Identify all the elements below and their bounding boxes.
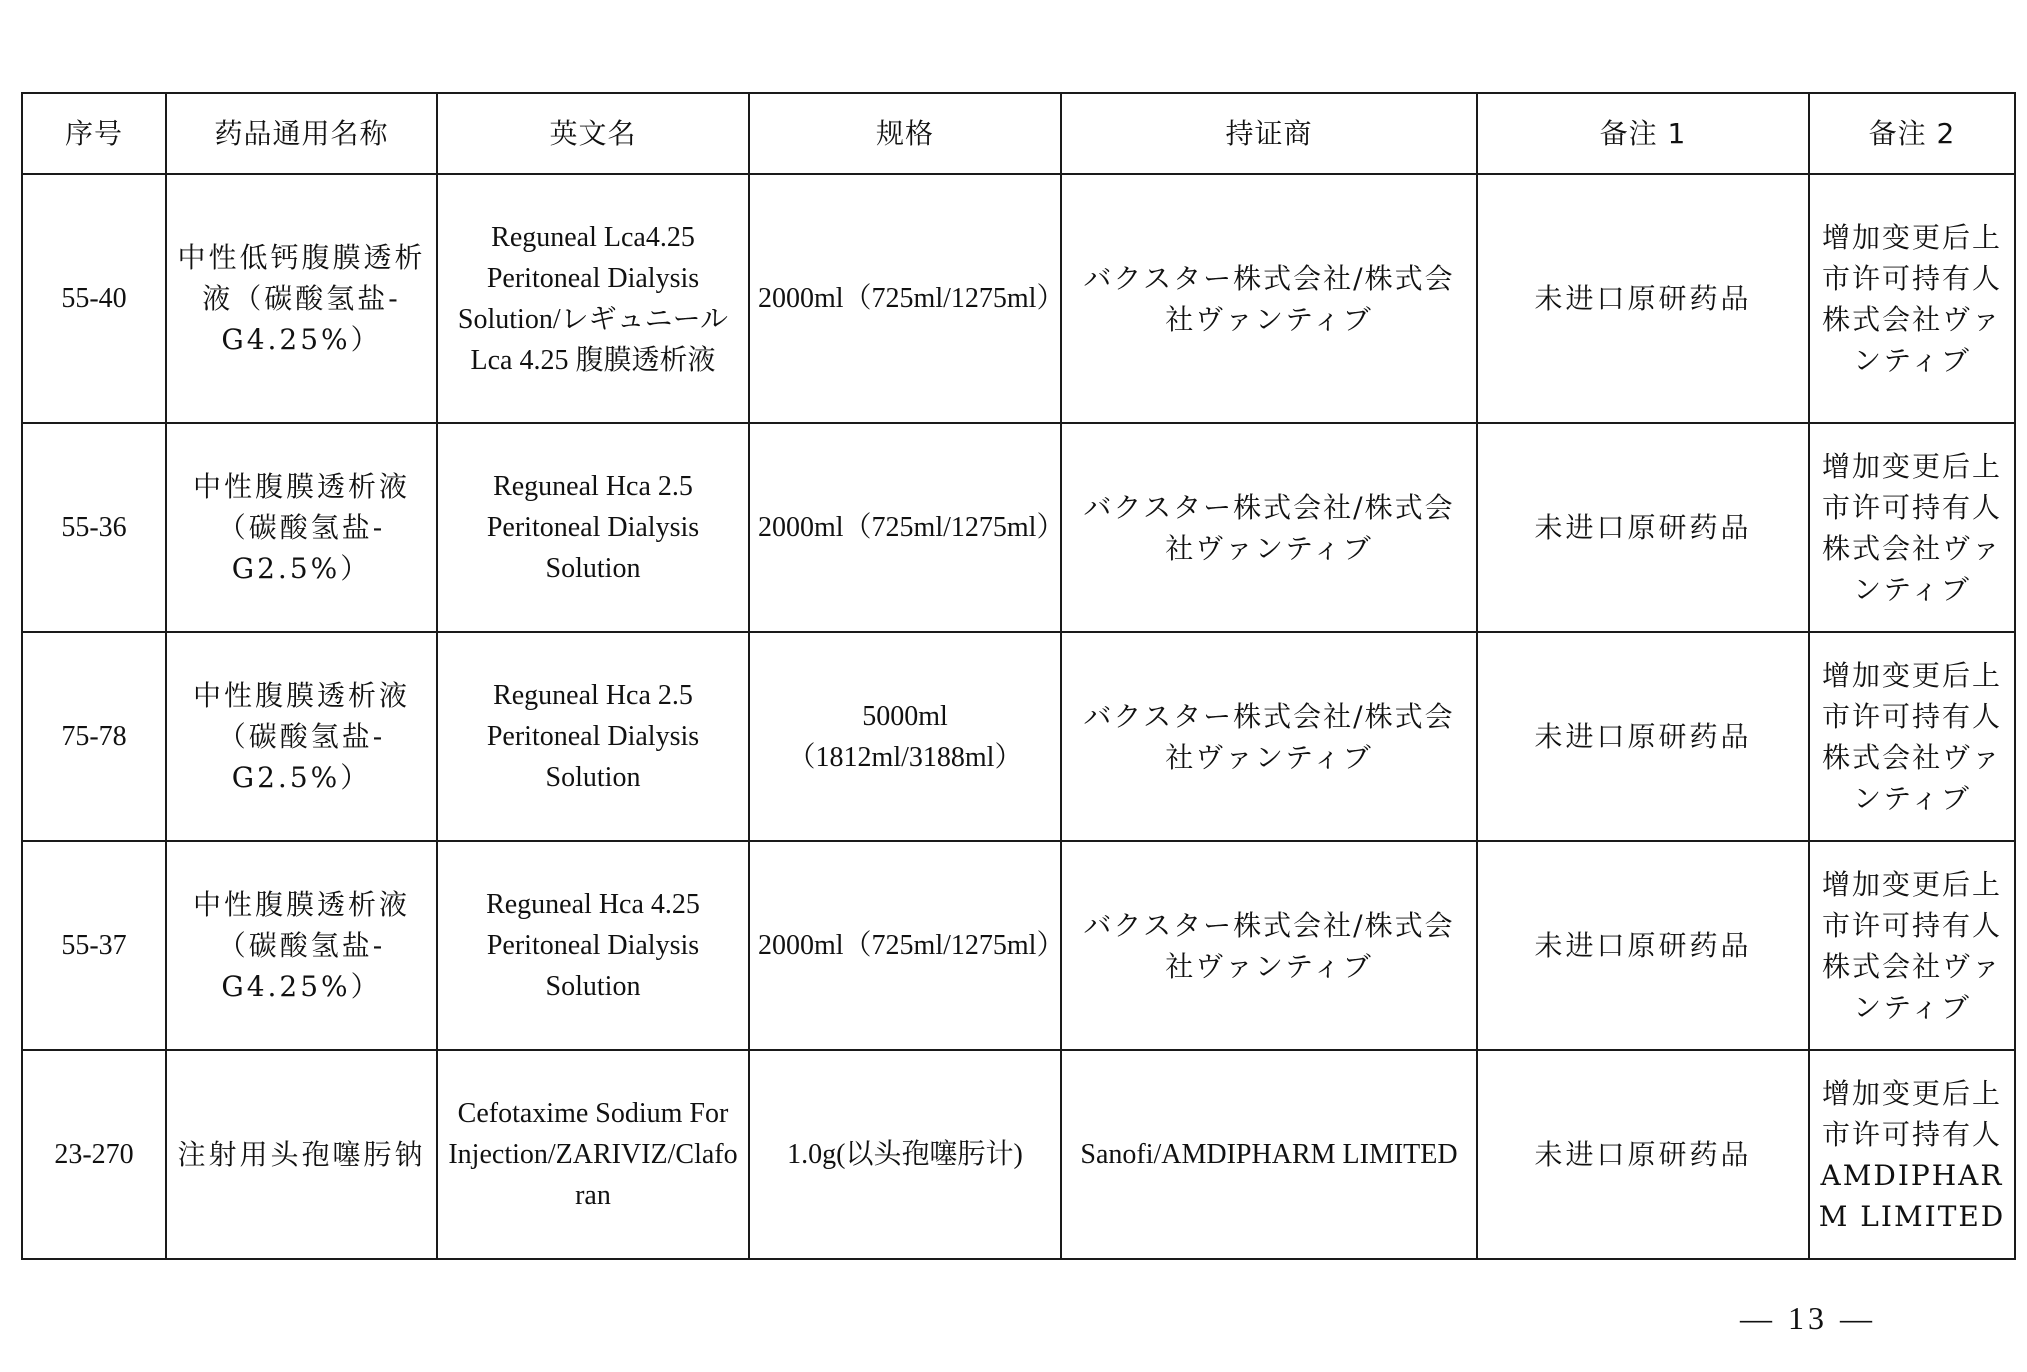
cell-note-1: 未进口原研药品 xyxy=(1477,841,1809,1050)
table-row xyxy=(22,423,2015,632)
cell-english-name: Reguneal Hca 2.5 Peritoneal Dialysis Solution xyxy=(437,632,749,841)
cell-spec: 2000ml（725ml/1275ml） xyxy=(749,423,1061,632)
header-note-1: 备注 1 xyxy=(1477,93,1809,174)
header-no: 序号 xyxy=(22,93,166,174)
cell-generic-name: 中性腹膜透析液（碳酸氢盐-G4.25%） xyxy=(166,841,437,1050)
cell-spec: 1.0g(以头孢噻肟计) xyxy=(749,1050,1061,1259)
table-row xyxy=(22,841,2015,1050)
cell-generic-name: 中性腹膜透析液（碳酸氢盐-G2.5%） xyxy=(166,632,437,841)
cell-no: 75-78 xyxy=(22,632,166,841)
cell-note-2: 增加变更后上市许可持有人株式会社ヴァンティブ xyxy=(1809,841,2015,1050)
cell-no: 55-37 xyxy=(22,841,166,1050)
cell-generic-name: 注射用头孢噻肟钠 xyxy=(166,1050,437,1259)
cell-note-2: 增加变更后上市许可持有人株式会社ヴァンティブ xyxy=(1809,174,2015,423)
table-row xyxy=(22,1050,2015,1259)
table-row xyxy=(22,174,2015,423)
cell-note-1: 未进口原研药品 xyxy=(1477,423,1809,632)
cell-english-name: Reguneal Hca 4.25 Peritoneal Dialysis Solution xyxy=(437,841,749,1050)
header-english-name: 英文名 xyxy=(437,93,749,174)
drug-list-table xyxy=(21,92,2016,1260)
table-header-row xyxy=(22,93,2015,174)
cell-spec: 5000ml（1812ml/3188ml） xyxy=(749,632,1061,841)
cell-no: 55-36 xyxy=(22,423,166,632)
table-row xyxy=(22,632,2015,841)
cell-note-1: 未进口原研药品 xyxy=(1477,174,1809,423)
cell-holder: バクスター株式会社/株式会社ヴァンティブ xyxy=(1061,174,1477,423)
cell-note-1: 未进口原研药品 xyxy=(1477,632,1809,841)
header-generic-name: 药品通用名称 xyxy=(166,93,437,174)
cell-no: 23-270 xyxy=(22,1050,166,1259)
page-number: — 13 — xyxy=(1740,1300,1876,1336)
cell-spec: 2000ml（725ml/1275ml） xyxy=(749,841,1061,1050)
cell-note-2: 增加变更后上市许可持有人株式会社ヴァンティブ xyxy=(1809,632,2015,841)
cell-english-name: Cefotaxime Sodium For Injection/ZARIVIZ/Claforan xyxy=(437,1050,749,1259)
cell-note-1: 未进口原研药品 xyxy=(1477,1050,1809,1259)
header-holder: 持证商 xyxy=(1061,93,1477,174)
cell-holder: バクスター株式会社/株式会社ヴァンティブ xyxy=(1061,841,1477,1050)
header-note-2: 备注 2 xyxy=(1809,93,2015,174)
cell-holder: バクスター株式会社/株式会社ヴァンティブ xyxy=(1061,423,1477,632)
cell-generic-name: 中性低钙腹膜透析液（碳酸氢盐-G4.25%） xyxy=(166,174,437,423)
cell-spec: 2000ml（725ml/1275ml） xyxy=(749,174,1061,423)
cell-no: 55-40 xyxy=(22,174,166,423)
cell-note-2: 增加变更后上市许可持有人AMDIPHARM LIMITED xyxy=(1809,1050,2015,1259)
cell-holder: Sanofi/AMDIPHARM LIMITED xyxy=(1061,1050,1477,1259)
cell-english-name: Reguneal Hca 2.5 Peritoneal Dialysis Solution xyxy=(437,423,749,632)
cell-note-2: 增加变更后上市许可持有人株式会社ヴァンティブ xyxy=(1809,423,2015,632)
cell-english-name: Reguneal Lca4.25 Peritoneal Dialysis Solution/レギュニール Lca 4.25 腹膜透析液 xyxy=(437,174,749,423)
cell-holder: バクスター株式会社/株式会社ヴァンティブ xyxy=(1061,632,1477,841)
cell-generic-name: 中性腹膜透析液（碳酸氢盐-G2.5%） xyxy=(166,423,437,632)
header-spec: 规格 xyxy=(749,93,1061,174)
